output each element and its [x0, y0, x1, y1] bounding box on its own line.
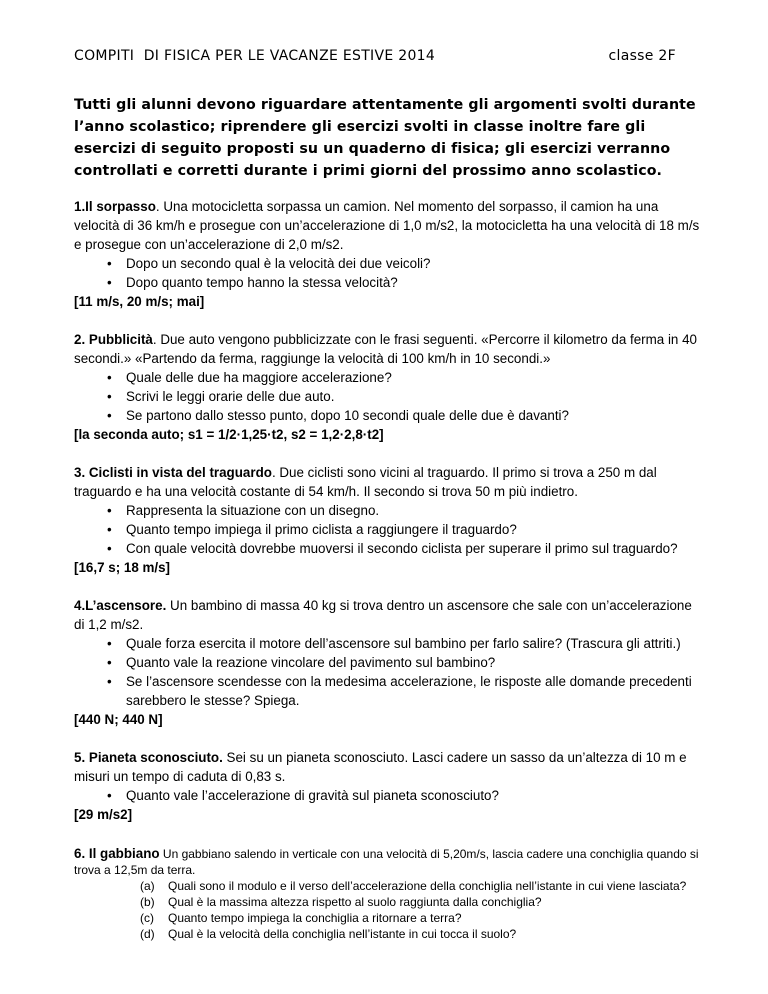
- exercise-4-text: Un bambino di massa 40 kg si trova dentro un ascensore che sale con un’accelerazione di 1,2 m/s2.: [74, 598, 692, 632]
- intro-paragraph: Tutti gli alunni devono riguardare attentamente gli argomenti svolti durante l’anno scolastico; riprendere gli esercizi svolti in classe inoltre fare gli esercizi di seguito proposti su un quaderno di fisica; gli esercizi verranno controllati e corretti durante i primi giorni del prossimo anno scolastico.: [74, 97, 696, 179]
- exercise-6-questions: [74, 878, 704, 942]
- question-item: • Se partono dallo stesso punto, dopo 10 secondi quale delle due è davanti?: [74, 406, 704, 425]
- sub-question-text: Quali sono il modulo e il verso dell’accelerazione della conchiglia nell’istante in cui viene lasciata?: [168, 879, 687, 893]
- exercise-5-statement: [74, 748, 704, 786]
- question-item: • Quale delle due ha maggiore accelerazione?: [74, 368, 704, 387]
- question-item: • Rappresenta la situazione con un disegno.: [74, 501, 704, 520]
- exercise-1-statement: [74, 197, 704, 254]
- exercise-1-title: 1.Il sorpasso: [74, 199, 156, 214]
- exercise-4-title: 4.L’ascensore.: [74, 598, 167, 613]
- class-label: classe 2F: [608, 48, 676, 64]
- exercise-6-statement: [74, 846, 704, 878]
- exercise-5-title: 5. Pianeta sconosciuto.: [74, 750, 223, 765]
- sub-question: [74, 926, 704, 942]
- exercise-2-text: . Due auto vengono pubblicizzate con le frasi seguenti. «Percorre il kilometro da ferma in 40 secondi.» «Partendo da ferma, raggiunge la velocità di 100 km/h in 10 secondi.»: [74, 332, 697, 366]
- exercise-2: [74, 330, 704, 444]
- sub-question-label: (b): [140, 895, 155, 909]
- question-item: • Quanto vale l’accelerazione di gravità sul pianeta sconosciuto?: [74, 786, 704, 805]
- exercise-3-answer: [16,7 s; 18 m/s]: [74, 560, 171, 575]
- question-item: • Quanto tempo impiega il primo ciclista a raggiungere il traguardo?: [74, 520, 704, 539]
- exercise-4-statement: [74, 596, 704, 634]
- sub-question: [74, 910, 704, 926]
- question-item: • Quale forza esercita il motore dell’ascensore sul bambino per farlo salire? (Trascura gli attriti.): [74, 634, 704, 653]
- exercise-5: [74, 748, 704, 824]
- exercise-1-text: . Una motocicletta sorpassa un camion. Nel momento del sorpasso, il camion ha una velocità di 36 km/h e prosegue con un’accelerazione di 1,0 m/s2, la motocicletta ha una velocità di 18 m/s e prosegue con un’accelerazione di 2,0 m/s2.: [74, 199, 700, 252]
- exercise-6-text: Un gabbiano salendo in verticale con una velocità di 5,20m/s, lascia cadere una conchiglia quando si trova a 12,5m da terra.: [74, 847, 699, 877]
- exercise-4-questions: [74, 634, 704, 710]
- question-item: • Con quale velocità dovrebbe muoversi il secondo ciclista per superare il primo sul traguardo?: [74, 539, 704, 558]
- sub-question-text: Qual è la massima altezza rispetto al suolo raggiunta dalla conchiglia?: [168, 895, 542, 909]
- exercise-4: [74, 596, 704, 729]
- exercise-3-questions: [74, 501, 704, 558]
- exercise-2-statement: [74, 330, 704, 368]
- question-item: • Quanto vale la reazione vincolare del pavimento sul bambino?: [74, 653, 704, 672]
- exercise-3-title: 3. Ciclisti in vista del traguardo: [74, 465, 272, 480]
- document-title: COMPITI DI FISICA PER LE VACANZE ESTIVE 2014: [74, 48, 436, 64]
- exercise-1-answer: [11 m/s, 20 m/s; mai]: [74, 294, 205, 309]
- exercise-5-questions: [74, 786, 704, 805]
- question-item: • Dopo un secondo qual è la velocità dei due veicoli?: [74, 254, 704, 273]
- exercise-6: [74, 846, 704, 942]
- sub-question: [74, 878, 704, 894]
- exercise-5-text: Sei su un pianeta sconosciuto. Lasci cadere un sasso da un’altezza di 10 m e misuri un tempo di caduta di 0,83 s.: [74, 750, 687, 784]
- question-item: • Scrivi le leggi orarie delle due auto.: [74, 387, 704, 406]
- sub-question-text: Qual è la velocità della conchiglia nell’istante in cui tocca il suolo?: [168, 927, 517, 941]
- exercise-1: [74, 197, 704, 311]
- exercise-5-answer: [29 m/s2]: [74, 807, 133, 822]
- exercise-2-questions: [74, 368, 704, 425]
- sub-question: [74, 894, 704, 910]
- exercise-3-statement: [74, 463, 704, 501]
- exercise-2-title: 2. Pubblicità: [74, 332, 153, 347]
- exercise-3: [74, 463, 704, 577]
- sub-question-label: (d): [140, 927, 155, 941]
- exercise-2-answer: [la seconda auto; s1 = 1/2·1,25·t2, s2 = 1,2·2,8·t2]: [74, 427, 384, 442]
- exercise-1-questions: [74, 254, 704, 292]
- document-header: [74, 46, 704, 66]
- question-item: • Dopo quanto tempo hanno la stessa velocità?: [74, 273, 704, 292]
- sub-question-label: (a): [140, 879, 155, 893]
- exercise-4-answer: [440 N; 440 N]: [74, 712, 163, 727]
- question-item: • Se l’ascensore scendesse con la medesima accelerazione, le risposte alle domande precedenti sarebbero le stesse? Spiega.: [74, 672, 704, 710]
- document-page: [74, 46, 704, 942]
- sub-question-label: (c): [140, 911, 154, 925]
- exercise-3-text: . Due ciclisti sono vicini al traguardo. Il primo si trova a 250 m dal traguardo e ha una velocità costante di 54 km/h. Il secondo si trova 50 m più indietro.: [74, 465, 657, 499]
- exercise-6-title: 6. Il gabbiano: [74, 846, 160, 861]
- sub-question-text: Quanto tempo impiega la conchiglia a ritornare a terra?: [168, 911, 462, 925]
